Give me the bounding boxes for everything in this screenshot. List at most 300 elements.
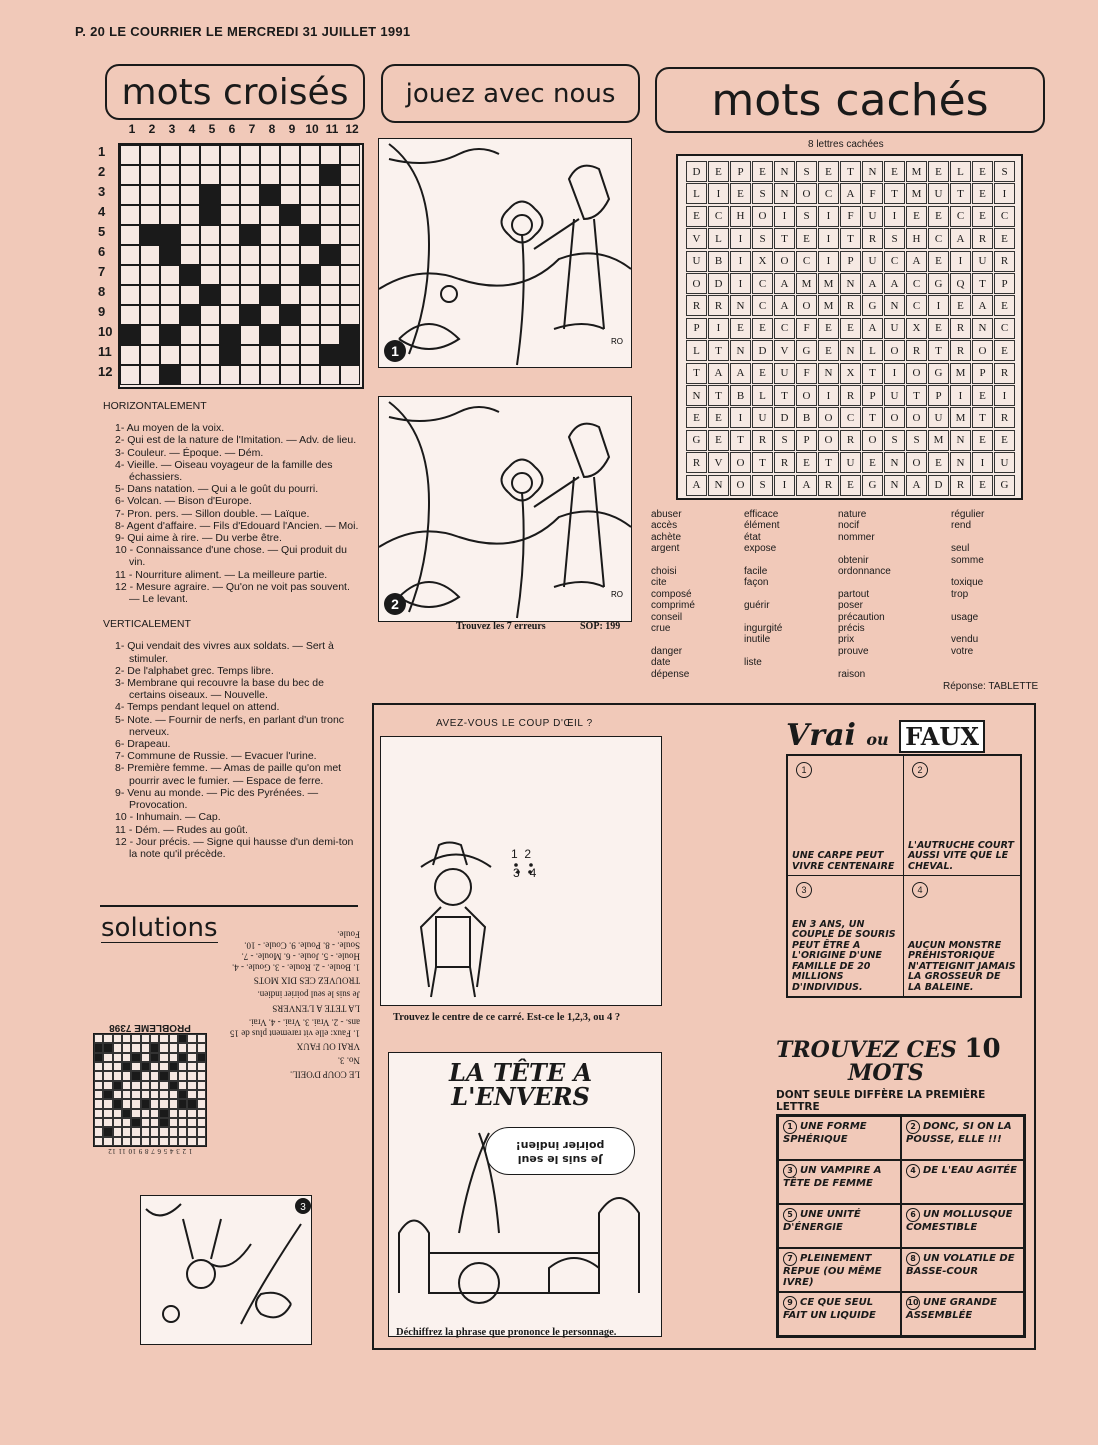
solution-cell: [169, 1043, 178, 1052]
problem-label: PROBLEME 7398: [109, 1022, 191, 1033]
word-search-letter: A: [774, 295, 795, 316]
coup-doeil-title: AVEZ-VOUS LE COUP D'ŒIL ?: [436, 718, 593, 729]
crossword-clues: [103, 394, 363, 860]
word-search-letter: I: [950, 385, 971, 406]
title-faux: FAUX: [899, 720, 985, 753]
vertical-clue-list: [103, 640, 363, 860]
word-search-letter: I: [730, 228, 751, 249]
word-search-letter: E: [686, 407, 707, 428]
crossword-cell: [240, 365, 260, 385]
trouvez-clue-cell: [901, 1116, 1024, 1160]
crossword-cell: [120, 265, 140, 285]
crossword-cell: [120, 185, 140, 205]
word-search-letter: E: [950, 295, 971, 316]
word-search-letter: T: [818, 452, 839, 473]
word-search-letter: C: [906, 295, 927, 316]
solution-cell: [150, 1053, 159, 1062]
word-search-letter: O: [818, 430, 839, 451]
crossword-cell: [140, 365, 160, 385]
word-search-letter: I: [730, 407, 751, 428]
word-search-letter: T: [752, 452, 773, 473]
solution-cell: [169, 1071, 178, 1080]
word-search-letter: S: [906, 430, 927, 451]
word-search-letter: E: [752, 363, 773, 384]
word-search-letter: D: [752, 340, 773, 361]
word-search-letter: U: [752, 407, 773, 428]
solution-cell: [187, 1099, 196, 1108]
trouvez-clue-number: 3: [783, 1164, 797, 1178]
trouvez-clue-text: UN MOLLUSQUE COMESTIBLE: [906, 1209, 1013, 1233]
solution-cell: [103, 1053, 112, 1062]
word-list-item: efficace: [744, 509, 779, 520]
word-search-letter: H: [730, 206, 751, 227]
crossword-row-numbers: [98, 142, 112, 382]
solution-cell: [122, 1043, 131, 1052]
horizontal-clue: 2- Qui est de la nature de l'Imitation. — Adv. de lieu.: [115, 434, 357, 447]
trouvez-clue-text: UNE UNITÉ D'ÉNERGIE: [783, 1209, 861, 1233]
crossword-cell: [320, 325, 340, 345]
crossword-col-number: 12: [345, 122, 359, 136]
solution-cell: [141, 1071, 150, 1080]
word-search-letter: E: [994, 295, 1015, 316]
word-list-item: comprimé: [651, 600, 695, 612]
word-search-letter: M: [818, 295, 839, 316]
answer-text: Réponse: TABLETTE: [943, 681, 1039, 692]
word-search-letter: R: [972, 228, 993, 249]
word-search-letter: I: [950, 251, 971, 272]
word-search-letter: E: [730, 318, 751, 339]
vrai-faux-cell-number: 1: [796, 762, 812, 778]
horizontal-clue-list: [103, 422, 363, 605]
solution-cell: [122, 1137, 131, 1146]
vrai-faux-cell-number: 3: [796, 882, 812, 898]
solution-cell: [141, 1127, 150, 1136]
solution-cell: [150, 1127, 159, 1136]
word-search-letter: R: [994, 407, 1015, 428]
word-search-letter: T: [972, 273, 993, 294]
crossword-cell: [160, 305, 180, 325]
word-search-letter: E: [818, 161, 839, 182]
word-list-item: conseil: [651, 611, 683, 623]
solution-cell: [187, 1090, 196, 1099]
crossword-row-number: 4: [98, 204, 106, 219]
word-search-letter: E: [862, 452, 883, 473]
solution-cell: [197, 1062, 206, 1071]
solution-cell: [169, 1137, 178, 1146]
word-search-letter: N: [972, 318, 993, 339]
crossword-cell: [180, 345, 200, 365]
word-list-column: [651, 509, 695, 680]
solution-cell: [122, 1118, 131, 1127]
word-list-item: achète: [651, 531, 682, 543]
word-search-letter: I: [708, 318, 729, 339]
vertical-clue: 12 - Jour précis. — Signe qui hausse d'un demi-ton la note qu'il précède.: [115, 835, 354, 860]
vrai-faux-cell-number: 4: [912, 882, 928, 898]
vrai-faux-panel: [786, 718, 1024, 1004]
solution-cell: [122, 1062, 131, 1071]
vrai-faux-title: [786, 718, 985, 753]
crossword-cell: [180, 185, 200, 205]
word-search-letter: O: [730, 475, 751, 496]
vrai-faux-grid: [786, 754, 1022, 998]
word-search-letter: E: [818, 318, 839, 339]
word-list-item: argent: [651, 543, 680, 555]
word-search-letter: P: [862, 385, 883, 406]
crossword-cell: [220, 245, 240, 265]
word-list-item: prouve: [838, 645, 869, 657]
word-search-letter: L: [950, 161, 971, 182]
word-search-letter: T: [774, 228, 795, 249]
solution-cell: [159, 1062, 168, 1071]
solution-cell: [113, 1034, 122, 1043]
solution-cell: [141, 1062, 150, 1071]
word-list-item: obtenir: [838, 554, 869, 566]
solution-cell: [131, 1043, 140, 1052]
solution-cell: [159, 1071, 168, 1080]
crossword-cell: [120, 285, 140, 305]
crossword-column-numbers: [122, 122, 362, 136]
trouvez-clue-number: 1: [783, 1120, 797, 1134]
word-list-item: composé: [651, 588, 692, 600]
word-list-item: [838, 577, 891, 588]
solution-cell: [150, 1062, 159, 1071]
crossword-row-number: 5: [98, 224, 106, 239]
word-search-letter: S: [796, 161, 817, 182]
horizontal-clue: 1- Au moyen de la voix.: [115, 422, 225, 435]
word-search-letter: T: [840, 228, 861, 249]
word-search-letter: C: [928, 228, 949, 249]
crossword-cell: [280, 205, 300, 225]
word-search-letter: F: [796, 318, 817, 339]
solution-cell: [197, 1109, 206, 1118]
solution-cell: [150, 1081, 159, 1090]
word-search-letter: M: [818, 273, 839, 294]
word-list-item: [951, 566, 984, 577]
crossword-cell: [280, 285, 300, 305]
solution-cell: [150, 1137, 159, 1146]
tete-envers-panel: [388, 1052, 662, 1337]
crossword-col-number: 1: [128, 122, 136, 136]
word-search-letter: P: [994, 273, 1015, 294]
crossword-cell: [180, 265, 200, 285]
word-search-letter: F: [840, 206, 861, 227]
word-search-letter: X: [906, 318, 927, 339]
solution-cell: [187, 1081, 196, 1090]
crossword-cell: [120, 145, 140, 165]
solution-cell: [94, 1109, 103, 1118]
crossword-cell: [220, 345, 240, 365]
word-search-letter: I: [774, 475, 795, 496]
crossword-cell: [180, 285, 200, 305]
horizontal-clue: 11 - Nourriture aliment. — La meilleure partie.: [115, 568, 328, 581]
word-search-letter: N: [774, 161, 795, 182]
crossword-cell: [300, 345, 320, 365]
word-search-letter: I: [818, 206, 839, 227]
word-search-letter: A: [906, 475, 927, 496]
solution-cell: [159, 1034, 168, 1043]
crossword-cell: [120, 225, 140, 245]
crossword-cell: [300, 265, 320, 285]
word-search-letter: E: [972, 475, 993, 496]
word-search-letter: C: [774, 318, 795, 339]
solution-cell: [94, 1137, 103, 1146]
word-list-item: dépense: [651, 668, 690, 680]
crossword-cell: [260, 325, 280, 345]
crossword-cell: [140, 245, 160, 265]
word-list-item: nature: [838, 509, 867, 520]
word-search-grid: [676, 154, 1023, 500]
solution-cell: [141, 1137, 150, 1146]
crossword-cell: [340, 265, 360, 285]
word-list-item: somme: [951, 554, 984, 566]
vrai-faux-cell-text: AUCUN MONSTRE PRÉHISTORIQUE N'ATTEIGNIT JAMAIS LA GROSSEUR DE LA BALEINE.: [908, 939, 1016, 993]
solution-line: LA TETE A L'ENVERS: [272, 1003, 360, 1014]
crossword-col-number: 6: [228, 122, 236, 136]
crossword-cell: [160, 245, 180, 265]
crossword-cell: [280, 345, 300, 365]
crossword-cell: [240, 285, 260, 305]
crossword-cell: [200, 185, 220, 205]
trouvez-clue-cell: [901, 1160, 1024, 1204]
crossword-cell: [140, 225, 160, 245]
tete-title-line2: L'ENVERS: [451, 1082, 590, 1111]
crossword-cell: [200, 305, 220, 325]
crossword-cell: [140, 285, 160, 305]
crossword-col-number: 5: [208, 122, 216, 136]
solution-cell: [94, 1043, 103, 1052]
solution-cell: [94, 1127, 103, 1136]
horizontal-heading: HORIZONTALEMENT: [103, 400, 207, 412]
word-search-letter: C: [796, 251, 817, 272]
solution-cell: [150, 1071, 159, 1080]
word-list-item: votre: [951, 645, 974, 657]
horizontal-clue: 4- Vieille. — Oiseau voyageur de la famille des échassiers.: [115, 458, 333, 484]
crossword-cell: [320, 165, 340, 185]
crossword-cell: [220, 265, 240, 285]
word-search-letter: O: [796, 385, 817, 406]
solution-cell: [178, 1081, 187, 1090]
crossword-cell: [120, 205, 140, 225]
word-search-letter: D: [774, 407, 795, 428]
solution-cell: [169, 1062, 178, 1071]
solution-cell: [113, 1062, 122, 1071]
solution-cell: [131, 1034, 140, 1043]
word-search-letter: I: [928, 295, 949, 316]
solution-cell: [197, 1118, 206, 1127]
word-search-letter: T: [928, 340, 949, 361]
word-search-letter: T: [862, 407, 883, 428]
bubble-line2: poirier indien!: [515, 1139, 605, 1152]
vrai-faux-cell: [904, 756, 1020, 876]
coup-doeil-numbers-top: 1 2: [511, 847, 532, 861]
word-search-letter: N: [686, 385, 707, 406]
word-list-item: choisi: [651, 566, 677, 578]
crossword-cell: [160, 165, 180, 185]
vrai-faux-cell: [904, 876, 1020, 996]
word-search-letter: T: [774, 385, 795, 406]
word-search-letter: P: [928, 385, 949, 406]
tete-title-line1: LA TÊTE A: [449, 1058, 593, 1087]
solution-cell: [178, 1099, 187, 1108]
solution-cell: [159, 1127, 168, 1136]
solution-cell: [159, 1090, 168, 1099]
page-header: P. 20 LE COURRIER LE MERCREDI 31 JUILLET 1991: [75, 24, 411, 39]
solution-cell: [103, 1043, 112, 1052]
cartoon-drawing-2: [379, 397, 631, 621]
solution-line: No. 3.: [337, 1055, 360, 1066]
solution-cell: [122, 1081, 131, 1090]
solution-cell: [150, 1118, 159, 1127]
word-search-letter: V: [774, 340, 795, 361]
spot-code: SOP: 199: [580, 621, 621, 632]
solutions-upside-down-text: [222, 926, 360, 1080]
crossword-cell: [280, 185, 300, 205]
word-search-letter: A: [884, 273, 905, 294]
word-search-letter: E: [972, 430, 993, 451]
word-search-letter: I: [994, 385, 1015, 406]
solution-line: 1. Faux: elle vit rarement plus de 15 ans. - 2. Vrai. 3. Vrai. - 4. Vrai.: [230, 1017, 360, 1039]
trouvez-clue-cell: [901, 1204, 1024, 1248]
word-list-item: précaution: [838, 611, 885, 623]
word-search-letter: U: [972, 251, 993, 272]
crossword-cell: [200, 265, 220, 285]
trouvez-clue-text: CE QUE SEUL FAIT UN LIQUIDE: [783, 1297, 876, 1321]
word-search-letter: A: [730, 363, 751, 384]
word-search-letter: T: [862, 363, 883, 384]
crossword-cell: [220, 225, 240, 245]
word-search-letter: A: [708, 363, 729, 384]
word-search-letter: H: [906, 228, 927, 249]
word-list-item: [951, 532, 984, 543]
solution-cell: [113, 1043, 122, 1052]
crossword-cell: [260, 365, 280, 385]
crossword-cell: [260, 305, 280, 325]
crossword-cell: [320, 305, 340, 325]
word-search-letter: R: [752, 430, 773, 451]
crossword-cell: [260, 245, 280, 265]
word-search-letter: M: [950, 363, 971, 384]
crossword-cell: [220, 205, 240, 225]
word-search-letter: R: [862, 228, 883, 249]
word-search-letter: U: [994, 452, 1015, 473]
solution-cell: [94, 1034, 103, 1043]
crossword-cell: [120, 165, 140, 185]
trouvez-clue-number: 8: [906, 1252, 920, 1266]
coup-doeil-caption: Trouvez le centre de ce carré. Est-ce le 1,2,3, ou 4 ?: [393, 1012, 621, 1023]
word-search-letter: R: [950, 340, 971, 361]
word-search-letter: G: [862, 295, 883, 316]
solution-cell: [159, 1043, 168, 1052]
crossword-cell: [140, 205, 160, 225]
solution-cell: [113, 1099, 122, 1108]
solution-cell: [159, 1109, 168, 1118]
crossword-cell: [260, 345, 280, 365]
solution-cell: [131, 1099, 140, 1108]
word-search-letter: E: [928, 452, 949, 473]
solution-cell: [197, 1071, 206, 1080]
solution-cell: [141, 1043, 150, 1052]
word-search-letter: N: [950, 430, 971, 451]
word-search-letter: I: [730, 273, 751, 294]
trouvez-clue-cell: [778, 1204, 901, 1248]
word-search-letter: O: [862, 430, 883, 451]
solution-cell: [178, 1118, 187, 1127]
word-search-letter: A: [862, 318, 883, 339]
solution-cell: [187, 1062, 196, 1071]
solution-cell: [141, 1099, 150, 1108]
word-list-item: [951, 623, 984, 634]
solution-cell: [131, 1053, 140, 1062]
solution-cell: [159, 1081, 168, 1090]
solution-line: LE COUP D'OEIL.: [289, 1069, 360, 1080]
vertical-clue: 2- De l'alphabet grec. Temps libre.: [115, 664, 274, 677]
crossword-cell: [140, 305, 160, 325]
word-list-item: poser: [838, 600, 864, 612]
crossword-cell: [260, 145, 280, 165]
trouvez-clue-cell: [901, 1292, 1024, 1336]
panel-2-signature: RO: [611, 590, 623, 599]
word-search-letter: S: [884, 430, 905, 451]
crossword-cell: [180, 205, 200, 225]
solution-cell: [122, 1071, 131, 1080]
word-list-column: [744, 509, 782, 669]
solution-cell: [141, 1118, 150, 1127]
solution-cell: [178, 1043, 187, 1052]
solution-cell: [178, 1127, 187, 1136]
solution-cell: [122, 1090, 131, 1099]
word-search-letter: P: [686, 318, 707, 339]
horizontal-clue: 3- Couleur. — Époque. — Dém.: [115, 446, 264, 459]
crossword-cell: [340, 245, 360, 265]
solution-cell: [150, 1109, 159, 1118]
word-search-letter: S: [884, 228, 905, 249]
word-list-item: vendu: [951, 634, 979, 646]
word-list-item: seul: [951, 543, 970, 555]
trouvez-clue-cell: [778, 1292, 901, 1336]
crossword-cell: [340, 285, 360, 305]
word-search-letter: R: [686, 452, 707, 473]
vertical-clue: 6- Drapeau.: [115, 738, 171, 751]
crossword-cell: [320, 265, 340, 285]
word-search-letter: O: [730, 452, 751, 473]
trouvez-clue-cell: [778, 1160, 901, 1204]
crossword-cell: [300, 325, 320, 345]
solution-cell: [103, 1109, 112, 1118]
word-search-letter: N: [708, 475, 729, 496]
vrai-faux-cell-text: L'AUTRUCHE COURT AUSSI VITE QUE LE CHEVAL.: [908, 839, 1014, 872]
word-search-letter: C: [818, 183, 839, 204]
crossword-col-number: 10: [305, 122, 319, 136]
word-list-item: état: [744, 531, 761, 543]
solution-cell: [103, 1137, 112, 1146]
word-list-item: ingurgité: [744, 623, 783, 635]
vertical-clue: 11 - Dém. — Rudes au goût.: [115, 823, 248, 836]
trouvez-title-line1: TROUVEZ CES: [776, 1037, 957, 1063]
panel-1-signature: RO: [611, 337, 623, 346]
solution-cell: [94, 1081, 103, 1090]
crossword-row-number: 1: [98, 144, 106, 159]
crossword-row-number: 6: [98, 244, 106, 259]
solution-cell: [94, 1071, 103, 1080]
crossword-cell: [120, 345, 140, 365]
crossword-cell: [240, 145, 260, 165]
crossword-cell: [200, 365, 220, 385]
word-search-letter: Q: [950, 273, 971, 294]
word-search-letter: P: [796, 430, 817, 451]
word-search-letter: E: [708, 161, 729, 182]
crossword-cell: [260, 185, 280, 205]
word-search-subtitle: 8 lettres cachées: [808, 139, 884, 150]
